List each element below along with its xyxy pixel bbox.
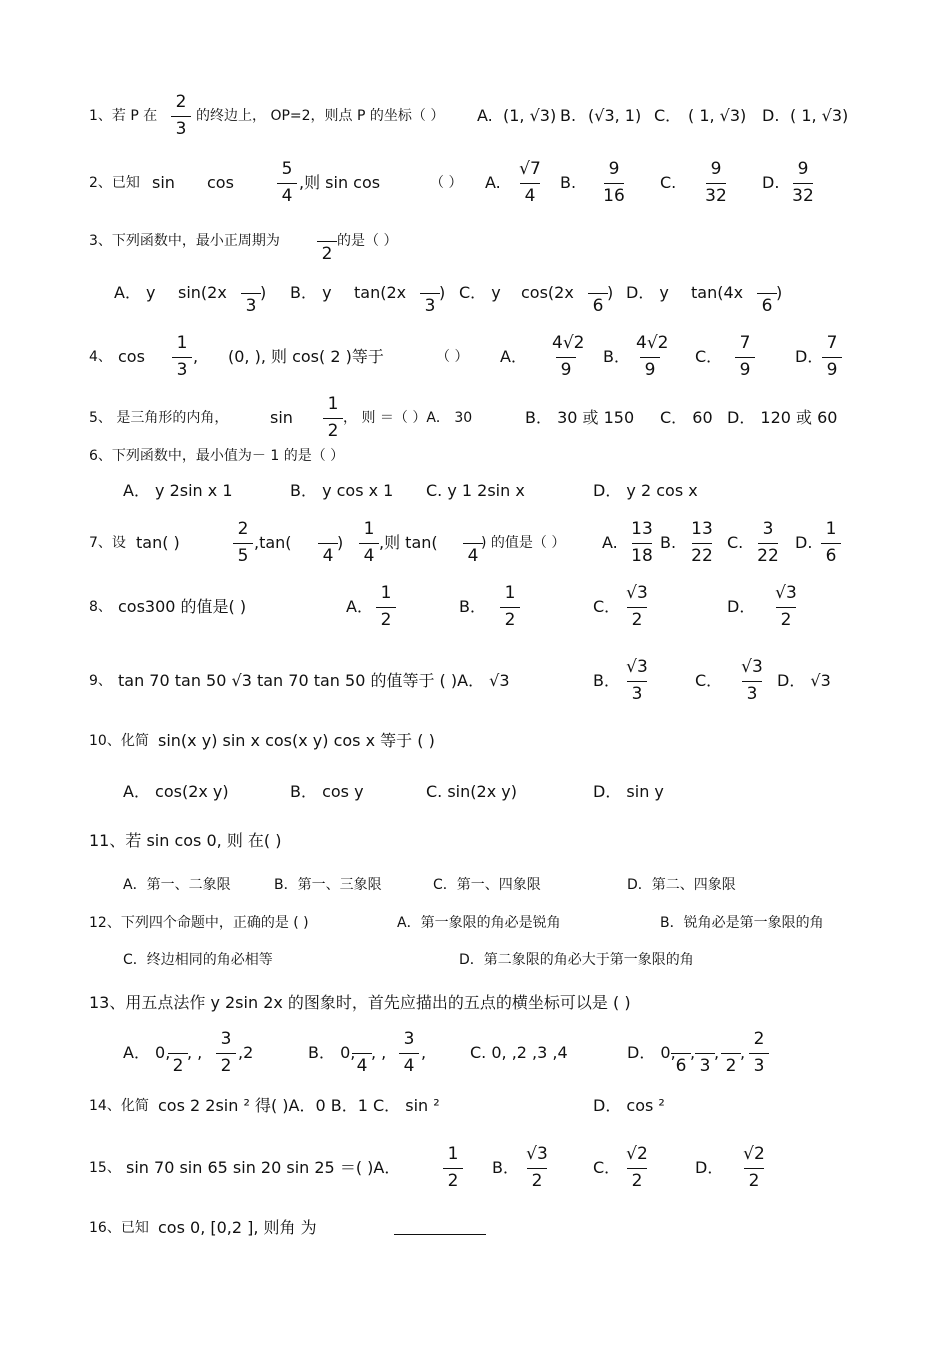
question-text: A．第一、二象限 xyxy=(123,877,231,893)
question-text: B． 30 或 150 xyxy=(525,408,635,427)
question-text: 2、已知 xyxy=(89,175,140,191)
fraction-denominator: 2 xyxy=(725,1056,737,1076)
fraction-numerator: 9 xyxy=(608,159,620,179)
question-text: A. xyxy=(477,106,493,125)
question-text: 6、下列函数中，最小值为－ 1 的是（ ） xyxy=(89,448,345,464)
fraction-bar xyxy=(376,607,396,608)
fraction-denominator: 6 xyxy=(761,296,773,316)
fraction-denominator: 2 xyxy=(327,421,339,441)
question-text: sin xyxy=(152,173,175,192)
fraction-denominator: 4 xyxy=(281,186,293,206)
question-text: ， 则 ＝（ ）A． 30 xyxy=(343,410,473,426)
question-text: A. xyxy=(485,173,501,192)
fraction-numerator: 3 xyxy=(220,1029,232,1049)
question-text: 16、已知 xyxy=(89,1220,149,1236)
fraction-bar xyxy=(352,1053,372,1054)
fraction-bar xyxy=(241,293,261,294)
question-text: , , xyxy=(187,1043,203,1062)
fraction-bar xyxy=(420,293,440,294)
question-text: cos xyxy=(118,347,145,366)
question-text: D． 0, xyxy=(627,1043,676,1062)
fraction-bar xyxy=(706,183,726,184)
fraction-bar xyxy=(822,357,842,358)
question-text: cos 2 2sin ² 得( )A．0 B．1 C． sin ² xyxy=(158,1096,440,1115)
fraction-numerator: √7 xyxy=(519,159,541,179)
fraction-numerator: 1 xyxy=(363,519,375,539)
question-text: 13、用五点法作 y 2sin 2x 的图象时，首先应描出的五点的横坐标可以是 ( ) xyxy=(89,993,631,1012)
question-text: ( 1, √3) xyxy=(688,106,747,125)
question-text: (1, √3) xyxy=(503,106,557,125)
question-text: tan(4x xyxy=(691,283,744,302)
question-text: C．终边相同的角必相等 xyxy=(123,952,273,968)
question-text: 12、下列四个命题中，正确的是 ( ) xyxy=(89,915,309,931)
fraction-bar xyxy=(171,116,191,117)
question-text: (0, ), 则 cos( 2 )等于 xyxy=(228,347,384,366)
fraction-bar xyxy=(776,607,796,608)
question-text: B． y cos x 1 xyxy=(290,481,394,500)
fraction-denominator: 9 xyxy=(739,360,751,380)
question-text: D． xyxy=(795,347,824,366)
fraction-numerator: √3 xyxy=(626,657,648,677)
fraction-denominator: 3 xyxy=(746,684,758,704)
fraction-bar xyxy=(277,183,297,184)
fraction-numerator: 4√2 xyxy=(552,333,585,353)
question-text: 15、 xyxy=(89,1160,121,1176)
fraction-denominator: 3 xyxy=(245,296,257,316)
question-text: A． 0, xyxy=(123,1043,171,1062)
fraction-denominator: 2 xyxy=(780,610,792,630)
fraction-numerator: 7 xyxy=(826,333,838,353)
question-text: C. 0, ,2 ,3 ,4 xyxy=(470,1043,568,1062)
fraction-denominator: 18 xyxy=(631,546,653,566)
fraction-numerator: √3 xyxy=(626,583,648,603)
fraction-bar xyxy=(172,357,192,358)
fraction-denominator: 5 xyxy=(237,546,249,566)
question-text: B． xyxy=(492,1158,519,1177)
question-text: , xyxy=(690,1043,696,1062)
fraction-bar xyxy=(527,1168,547,1169)
fraction-bar xyxy=(323,418,343,419)
question-text: , xyxy=(193,347,199,366)
fraction-denominator: 3 xyxy=(175,119,187,139)
question-text: （ ） xyxy=(430,175,463,191)
fraction-numerator: 1 xyxy=(176,333,188,353)
fraction-bar xyxy=(604,183,624,184)
fraction-bar xyxy=(463,543,483,544)
question-text: B．锐角必是第一象限的角 xyxy=(660,915,824,931)
fraction-denominator: 2 xyxy=(447,1171,459,1191)
fraction-bar xyxy=(671,1053,691,1054)
question-text: C. sin(2x y) xyxy=(426,782,517,801)
fraction-denominator: 3 xyxy=(631,684,643,704)
fraction-numerator: 2 xyxy=(175,92,187,112)
question-text: D． xyxy=(695,1158,724,1177)
question-text: C． xyxy=(593,1158,621,1177)
fraction-denominator: 22 xyxy=(757,546,779,566)
fraction-bar xyxy=(627,1168,647,1169)
question-text: D． xyxy=(727,597,756,616)
question-text: sin(x y) sin x cos(x y) cos x 等于 ( ) xyxy=(158,731,435,750)
question-text: tan 70 tan 50 √3 tan 70 tan 50 的值等于 ( )A． √3 xyxy=(118,671,510,690)
question-text: , xyxy=(714,1043,720,1062)
question-text: C. y 1 2sin x xyxy=(426,481,525,500)
question-text: C． 60 xyxy=(660,408,713,427)
question-text: (√3, 1) xyxy=(588,106,642,125)
question-text: （ ） xyxy=(436,349,469,365)
fraction-numerator: 2 xyxy=(237,519,249,539)
question-text: C. xyxy=(660,173,677,192)
question-text: D．第二象限的角必大于第一象限的角 xyxy=(459,952,694,968)
question-text: 11、若 sin cos 0, 则 在( ) xyxy=(89,831,282,850)
fraction-bar xyxy=(721,1053,741,1054)
question-text: C． y xyxy=(459,283,501,302)
question-text: A． cos(2x y) xyxy=(123,782,229,801)
question-text: ) xyxy=(776,283,783,302)
fraction-bar xyxy=(627,607,647,608)
fraction-denominator: 6 xyxy=(825,546,837,566)
question-text: B． y xyxy=(290,283,332,302)
fraction-denominator: 22 xyxy=(691,546,713,566)
fraction-denominator: 2 xyxy=(631,1171,643,1191)
fraction-denominator: 2 xyxy=(380,610,392,630)
fraction-bar xyxy=(640,357,660,358)
fraction-numerator: 1 xyxy=(504,583,516,603)
fraction-denominator: 32 xyxy=(705,186,727,206)
question-text: A． y 2sin x 1 xyxy=(123,481,233,500)
question-text: ( 1, √3) xyxy=(790,106,849,125)
fraction-numerator: 2 xyxy=(753,1029,765,1049)
question-text: B. xyxy=(660,533,677,552)
fraction-denominator: 4 xyxy=(363,546,375,566)
question-text: D． sin y xyxy=(593,782,664,801)
question-text: A． y xyxy=(114,283,156,302)
question-text: B． xyxy=(593,671,620,690)
fraction-bar xyxy=(695,1053,715,1054)
question-text: C． xyxy=(654,106,682,125)
fraction-bar xyxy=(317,241,337,242)
question-text: C．第一、四象限 xyxy=(433,877,541,893)
question-text: ,tan( xyxy=(254,533,292,552)
fraction-denominator: 9 xyxy=(560,360,572,380)
question-text: , xyxy=(740,1043,746,1062)
fraction-bar xyxy=(735,357,755,358)
fraction-denominator: 16 xyxy=(603,186,625,206)
fraction-denominator: 4 xyxy=(467,546,479,566)
fraction-denominator: 4 xyxy=(356,1056,368,1076)
fraction-numerator: 3 xyxy=(403,1029,415,1049)
fraction-denominator: 4 xyxy=(322,546,334,566)
fraction-bar xyxy=(443,1168,463,1169)
question-text: sin(2x xyxy=(178,283,227,302)
fraction-denominator: 2 xyxy=(504,610,516,630)
fraction-bar xyxy=(692,543,712,544)
fraction-bar xyxy=(359,543,379,544)
fraction-numerator: 4√2 xyxy=(636,333,669,353)
fraction-bar xyxy=(758,543,778,544)
fraction-numerator: 5 xyxy=(281,159,293,179)
question-text: C． xyxy=(593,597,621,616)
question-text: ) xyxy=(439,283,446,302)
fraction-denominator: 9 xyxy=(644,360,656,380)
fraction-bar xyxy=(556,357,576,358)
question-text: B. xyxy=(560,173,577,192)
fraction-denominator: 2 xyxy=(321,244,333,264)
question-text: A． xyxy=(346,597,373,616)
question-text: sin 70 sin 65 sin 20 sin 25 ＝( )A． xyxy=(126,1158,401,1177)
question-text: D． √3 xyxy=(777,671,831,690)
question-text: ,则 tan( xyxy=(379,533,438,552)
fraction-numerator: 1 xyxy=(380,583,392,603)
question-text: 9、 xyxy=(89,673,112,689)
question-text: C． xyxy=(695,347,723,366)
fraction-bar xyxy=(793,183,813,184)
fraction-numerator: 7 xyxy=(739,333,751,353)
fraction-bar xyxy=(632,543,652,544)
fraction-numerator: √2 xyxy=(626,1144,648,1164)
question-text: cos xyxy=(207,173,234,192)
fraction-numerator: 13 xyxy=(691,519,713,539)
fraction-denominator: 3 xyxy=(176,360,188,380)
question-text: A. xyxy=(602,533,618,552)
fraction-numerator: √3 xyxy=(526,1144,548,1164)
fraction-numerator: √3 xyxy=(741,657,763,677)
fraction-denominator: 9 xyxy=(826,360,838,380)
fraction-bar xyxy=(821,543,841,544)
fraction-bar xyxy=(233,543,253,544)
question-text: 7、设 xyxy=(89,535,126,551)
question-text: 的终边上， OP=2，则点 P 的坐标（ ） xyxy=(196,108,445,124)
question-text: 14、化简 xyxy=(89,1098,149,1114)
question-text: cos(2x xyxy=(521,283,574,302)
question-text: D．第二、四象限 xyxy=(627,877,736,893)
question-text: 10、化简 xyxy=(89,733,149,749)
question-text: D． 120 或 60 xyxy=(727,408,838,427)
fraction-numerator: 1 xyxy=(825,519,837,539)
fraction-bar xyxy=(588,293,608,294)
fraction-bar xyxy=(500,607,520,608)
question-text: D. xyxy=(795,533,813,552)
fraction-denominator: 2 xyxy=(172,1056,184,1076)
question-text: cos 0, [0,2 ], 则角 为 xyxy=(158,1218,317,1237)
fraction-denominator: 2 xyxy=(220,1056,232,1076)
fraction-bar xyxy=(744,1168,764,1169)
question-text: sin xyxy=(270,408,293,427)
question-text: C. xyxy=(727,533,744,552)
question-text: A． xyxy=(500,347,527,366)
question-text: 5、 是三角形的内角， xyxy=(89,410,229,426)
question-text: D. xyxy=(762,173,780,192)
question-text: 的是（ ） xyxy=(337,233,398,249)
question-text: B． xyxy=(459,597,486,616)
fraction-bar xyxy=(627,681,647,682)
question-text: , , xyxy=(371,1043,387,1062)
question-text: D． y xyxy=(626,283,669,302)
question-text: ,2 xyxy=(238,1043,254,1062)
fraction-bar xyxy=(742,681,762,682)
question-text: B． 0, xyxy=(308,1043,356,1062)
fraction-numerator: √2 xyxy=(743,1144,765,1164)
fraction-bar xyxy=(168,1053,188,1054)
question-text: D． cos ² xyxy=(593,1096,665,1115)
fraction-denominator: 2 xyxy=(631,610,643,630)
fraction-numerator: 1 xyxy=(447,1144,459,1164)
question-text: B． xyxy=(603,347,630,366)
fraction-denominator: 3 xyxy=(424,296,436,316)
question-text: ) xyxy=(337,533,344,552)
fraction-numerator: 1 xyxy=(327,394,339,414)
fraction-denominator: 4 xyxy=(524,186,536,206)
fraction-denominator: 4 xyxy=(403,1056,415,1076)
fraction-denominator: 32 xyxy=(792,186,814,206)
question-text: 1、若 P 在 xyxy=(89,108,158,124)
fraction-bar xyxy=(318,543,338,544)
question-text: tan( ) xyxy=(136,533,180,552)
fraction-denominator: 2 xyxy=(748,1171,760,1191)
fraction-numerator: 13 xyxy=(631,519,653,539)
question-text: ) xyxy=(607,283,614,302)
fraction-numerator: 3 xyxy=(762,519,774,539)
fraction-denominator: 6 xyxy=(592,296,604,316)
fraction-bar xyxy=(757,293,777,294)
fraction-bar xyxy=(520,183,540,184)
question-text: B． cos y xyxy=(290,782,364,801)
fraction-denominator: 6 xyxy=(675,1056,687,1076)
fraction-bar xyxy=(216,1053,236,1054)
fraction-numerator: 9 xyxy=(710,159,722,179)
question-text: B．第一、三象限 xyxy=(274,877,382,893)
question-text: cos300 的值是( ) xyxy=(118,597,247,616)
question-text: A．第一象限的角必是锐角 xyxy=(397,915,561,931)
question-text: 4、 xyxy=(89,349,112,365)
question-text: ) 的值是（ ） xyxy=(481,535,566,551)
fraction-denominator: 2 xyxy=(531,1171,543,1191)
question-text: ,则 sin cos xyxy=(299,173,381,192)
fraction-numerator: √3 xyxy=(775,583,797,603)
question-text: tan(2x xyxy=(354,283,407,302)
question-text: 8、 xyxy=(89,599,112,615)
fraction-bar xyxy=(749,1053,769,1054)
answer-blank-16 xyxy=(394,1234,486,1235)
fraction-denominator: 3 xyxy=(753,1056,765,1076)
question-text: C． xyxy=(695,671,723,690)
question-text: D． y 2 cos x xyxy=(593,481,698,500)
question-text: ) xyxy=(260,283,267,302)
question-text: , xyxy=(421,1043,427,1062)
question-text: D. xyxy=(762,106,780,125)
question-text: B. xyxy=(560,106,577,125)
question-text: 3、下列函数中，最小正周期为 xyxy=(89,233,280,249)
fraction-denominator: 3 xyxy=(699,1056,711,1076)
fraction-bar xyxy=(399,1053,419,1054)
fraction-numerator: 9 xyxy=(797,159,809,179)
